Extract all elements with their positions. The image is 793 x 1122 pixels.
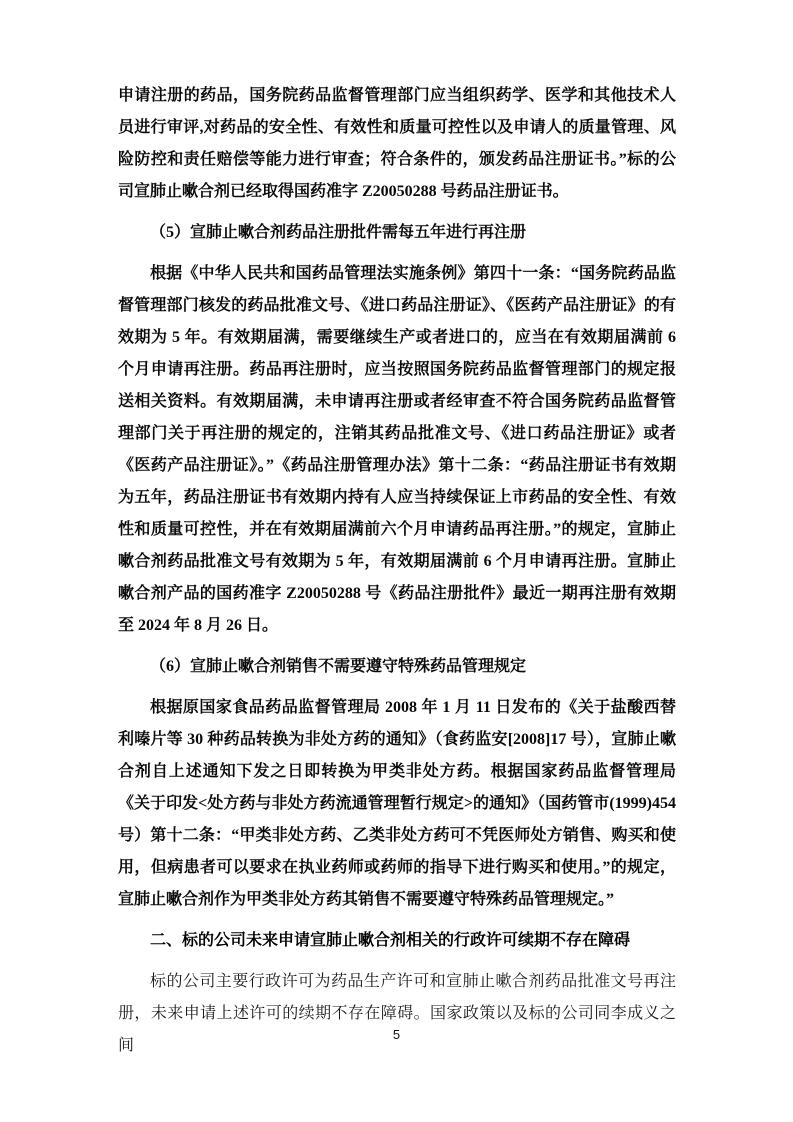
paragraph-continuation: 申请注册的药品，国务院药品监督管理部门应当组织药学、医学和其他技术人员进行审评,对药品的安全性、有效性和质量可控性以及申请人的质量管理、风险防控和责任赔偿等能力进行审查；符合条件的，颁发药品注册证书。”标的公司宣肺止嗽合剂已经取得国药准字 Z20050288 号药品注册证书。: [118, 87, 676, 200]
document-body: [118, 80, 676, 1071]
paragraph-otc-rules: 根据原国家食品药品监督管理局 2008 年 1 月 11 日发布的《关于盐酸西替利嗪片等 30 种药品转换为非处方药的通知》（食药监安[2008]17 号），宣肺止嗽合剂自上述通知下发之日即转换为甲类非处方药。根据国家药品监督管理局《关于印发<处方药与非处方药流通管理暂行规定>的通知》（国药管市(1999)454 号）第十二条：“甲类非处方药、乙类非处方药可不凭医师处方销售、购买和使用，但病患者可以要求在执业药师或药师的指导下进行购买和使用。”的规定，宣肺止嗽合剂作为甲类非处方药其销售不需要遵守特殊药品管理规定。”: [118, 699, 676, 908]
section-heading-2: 二、标的公司未来申请宣肺止嗽合剂相关的行政许可续期不存在障碍: [150, 932, 631, 949]
paragraph-admin-license: 标的公司主要行政许可为药品生产许可和宣肺止嗽合剂药品批准文号再注册，未来申请上述许可的续期不存在障碍。国家政策以及标的公司同李成义之间: [118, 973, 676, 1054]
paragraph-registration-renewal: 根据《中华人民共和国药品管理法实施条例》第四十一条：“国务院药品监督管理部门核发的药品批准文号、《进口药品注册证》、《医药产品注册证》的有效期为 5 年。有效期届满，需要继续生产或者进口的，应当在有效期届满前 6 个月申请再注册。药品再注册时，应当按照国务院药品监督管理部门的规定报送相关资料。有效期届满，未申请再注册或者经审查不符合国务院药品监督管理部门关于再注册的规定的，注销其药品批准文号、《进口药品注册证》或者《医药产品注册证》。”《药品注册管理办法》第十二条：“药品注册证书有效期为五年，药品注册证书有效期内持有人应当持续保证上市药品的安全性、有效性和质量可控性，并在有效期届满前六个月申请药品再注册。”的规定，宣肺止嗽合剂药品批准文号有效期为 5 年，有效期届满前 6 个月申请再注册。宣肺止嗽合剂产品的国药准字 Z20050288 号《药品注册批件》最近一期再注册有效期至 2024 年 8 月 26 日。: [118, 265, 676, 634]
page-number: 5: [392, 1027, 401, 1042]
heading-item-6: （6）宣肺止嗽合剂销售不需要遵守特殊药品管理规定: [150, 658, 527, 675]
heading-item-5: （5）宣肺止嗽合剂药品注册批件需每五年进行再注册: [150, 224, 527, 241]
